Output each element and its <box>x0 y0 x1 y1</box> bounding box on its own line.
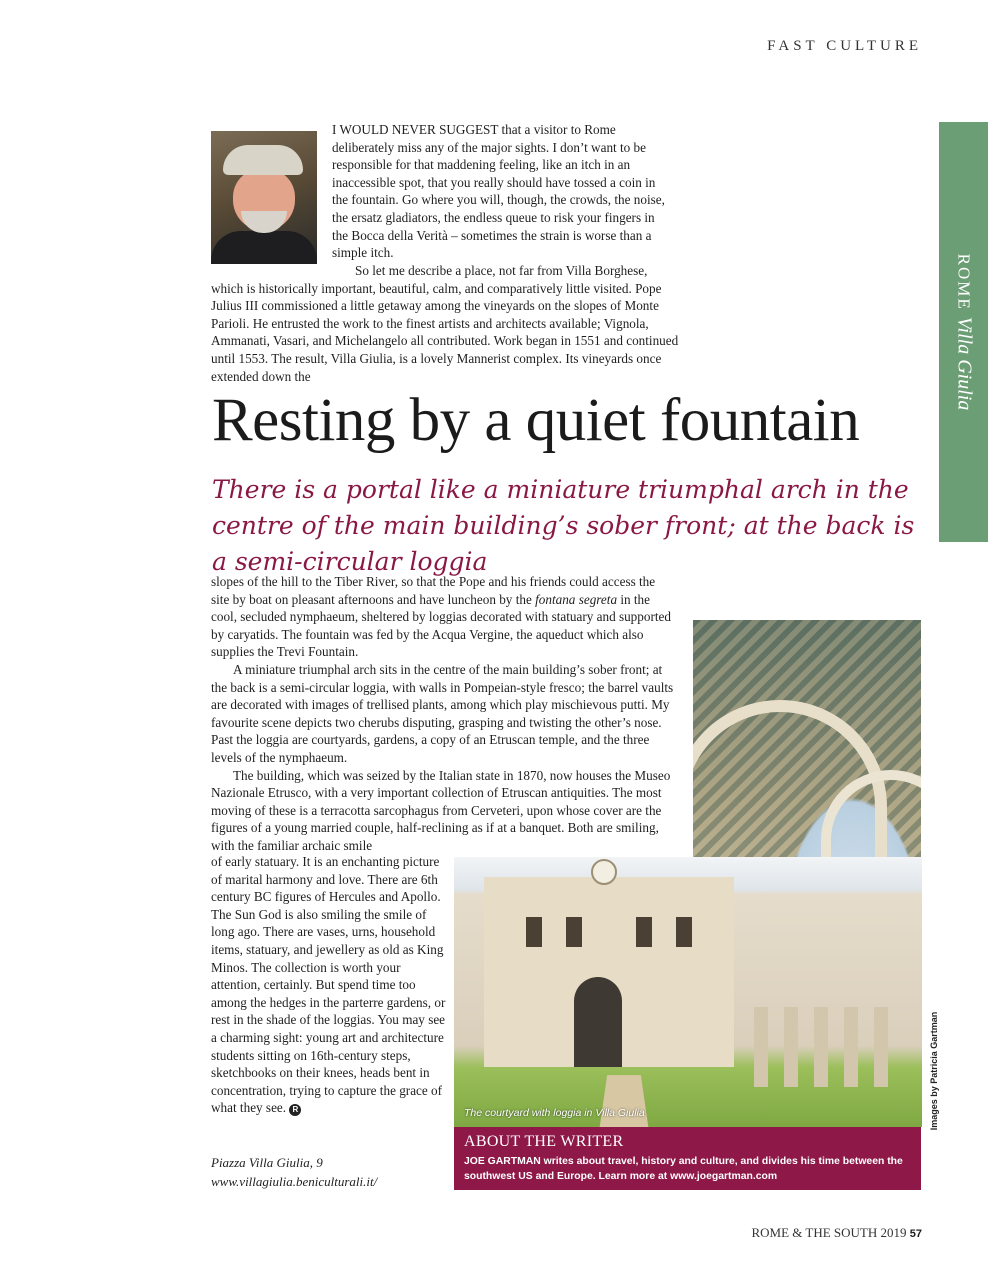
author-portrait <box>211 131 317 264</box>
headline: Resting by a quiet fountain <box>212 387 860 454</box>
paragraph-3-part-2: in the cool, secluded nymphaeum, sheltered by loggias decorated with statuary and supported by caryatids. The fountain was fed by the Acqua Vergine, the aqueduct which also supplies the Trevi Fountain. <box>211 591 671 660</box>
intro-paragraph-2 <box>211 262 681 385</box>
side-tab-city: ROME <box>954 253 973 311</box>
intro-paragraph-1 <box>332 121 672 262</box>
page-footer <box>751 1225 922 1241</box>
paragraph-5: The building, which was seized by the Italian state in 1870, now houses the Museo Nazionale Etrusco, with a very important collection of Etruscan antiquities. The most moving of these is a terracotta sarcophagus from Cerveteri, upon whose cover are the figures of a young married couple, half-reclining as if at a banquet. Both are smiling, with the familiar archaic smile <box>211 767 671 853</box>
intro-text-2: So let me describe a place, not far from Villa Borghese, which is historically important, beautiful, calm, and comparatively little visited. Pope Julius III commissioned a little getaway among the vineyards on the slopes of Monte Parioli. He entrusted the work to the finest artists and architects available; Vignola, Ammanati, Vasari, and Michelangelo all contributed. Work began in 1551 and continued until 1553. The result, Villa Giulia, is a lovely Mannerist complex. Its vineyards once extended down the <box>211 263 679 384</box>
intro-text-1: I WOULD NEVER SUGGEST that a visitor to Rome deliberately miss any of the major sights. I don’t want to be responsible for that maddening feeling, like an itch in an inaccessible spot, that you really should have tossed a coin in the fountain. Go where you will, though, the crowds, the noise, the ersatz gladiators, the endless queue to risk your fingers in the Bocca della Verità – sometimes the strain is worse than a simple itch. <box>332 122 665 261</box>
page-number: 57 <box>909 1228 922 1240</box>
paragraph-3-part-1: slopes of the hill to the Tiber River, so that the Pope and his friends could access the site by boat on pleasant afternoons and have luncheon by the <box>211 574 656 607</box>
section-label: FAST CULTURE <box>767 38 922 54</box>
side-tab-topic: Villa Giulia <box>953 316 975 411</box>
clock-icon <box>591 859 617 885</box>
paragraph-6 <box>211 853 451 1117</box>
photo-credit <box>926 1011 942 1131</box>
side-tab <box>939 122 988 542</box>
fontana-segreta: fontana segreta <box>535 591 618 607</box>
about-the-writer <box>454 1127 921 1190</box>
about-heading: ABOUT THE WRITER <box>464 1133 624 1150</box>
website-link[interactable]: www.villagiulia.beniculturali.it/ <box>211 1174 378 1189</box>
address-line-1: Piazza Villa Giulia, 9 <box>211 1155 323 1170</box>
paragraph-3 <box>211 573 674 661</box>
about-body: JOE GARTMAN writes about travel, history and culture, and divides his time between the southwest US and Europe. Learn more at www.joegartman.com <box>464 1156 903 1182</box>
standfirst: There is a portal like a miniature triumphal arch in the centre of the main building’s sober front; at the back is a semi-circular loggia <box>212 475 915 576</box>
photo-credit-text: Images by Patricia Gartman <box>929 1011 939 1131</box>
main-column <box>211 573 674 855</box>
courtyard-photo <box>454 857 922 1127</box>
end-mark-icon: R <box>289 1104 301 1116</box>
paragraph-6-text: of early statuary. It is an enchanting picture of marital harmony and love. There are 6th century BC figures of Hercules and Apollo. The Sun God is also smiling the smile of long ago. There are vases, urns, household items, statuary, and jewellery as old as King Minos. The collection is worth your attention, certainly. But spend time too among the hedges in the parterre gardens, or rest in the shade of the loggias. You may see a charming sight: young art and architecture students sitting on 16th-century steps, sketchbooks on their knees, heads bent in concentration, trying to capture the grace of what they see. <box>211 854 446 1116</box>
address <box>211 1153 377 1191</box>
paragraph-4: A miniature triumphal arch sits in the centre of the main building’s sober front; at the back is a semi-circular loggia, with walls in Pompeian-style fresco; the barrel vaults are decorated with images of trellised plants, among which play mischievous putti. My favourite scene depicts two cherubs disputing, grasping and twisting the other’s nose. Past the loggia are courtyards, gardens, a copy of an Etruscan temple, and the three levels of the nymphaeum. <box>211 661 674 765</box>
publication-name: ROME & THE SOUTH 2019 <box>751 1225 907 1240</box>
photo-caption: The courtyard with loggia in Villa Giulia <box>464 1107 645 1119</box>
narrow-column <box>211 853 451 1117</box>
